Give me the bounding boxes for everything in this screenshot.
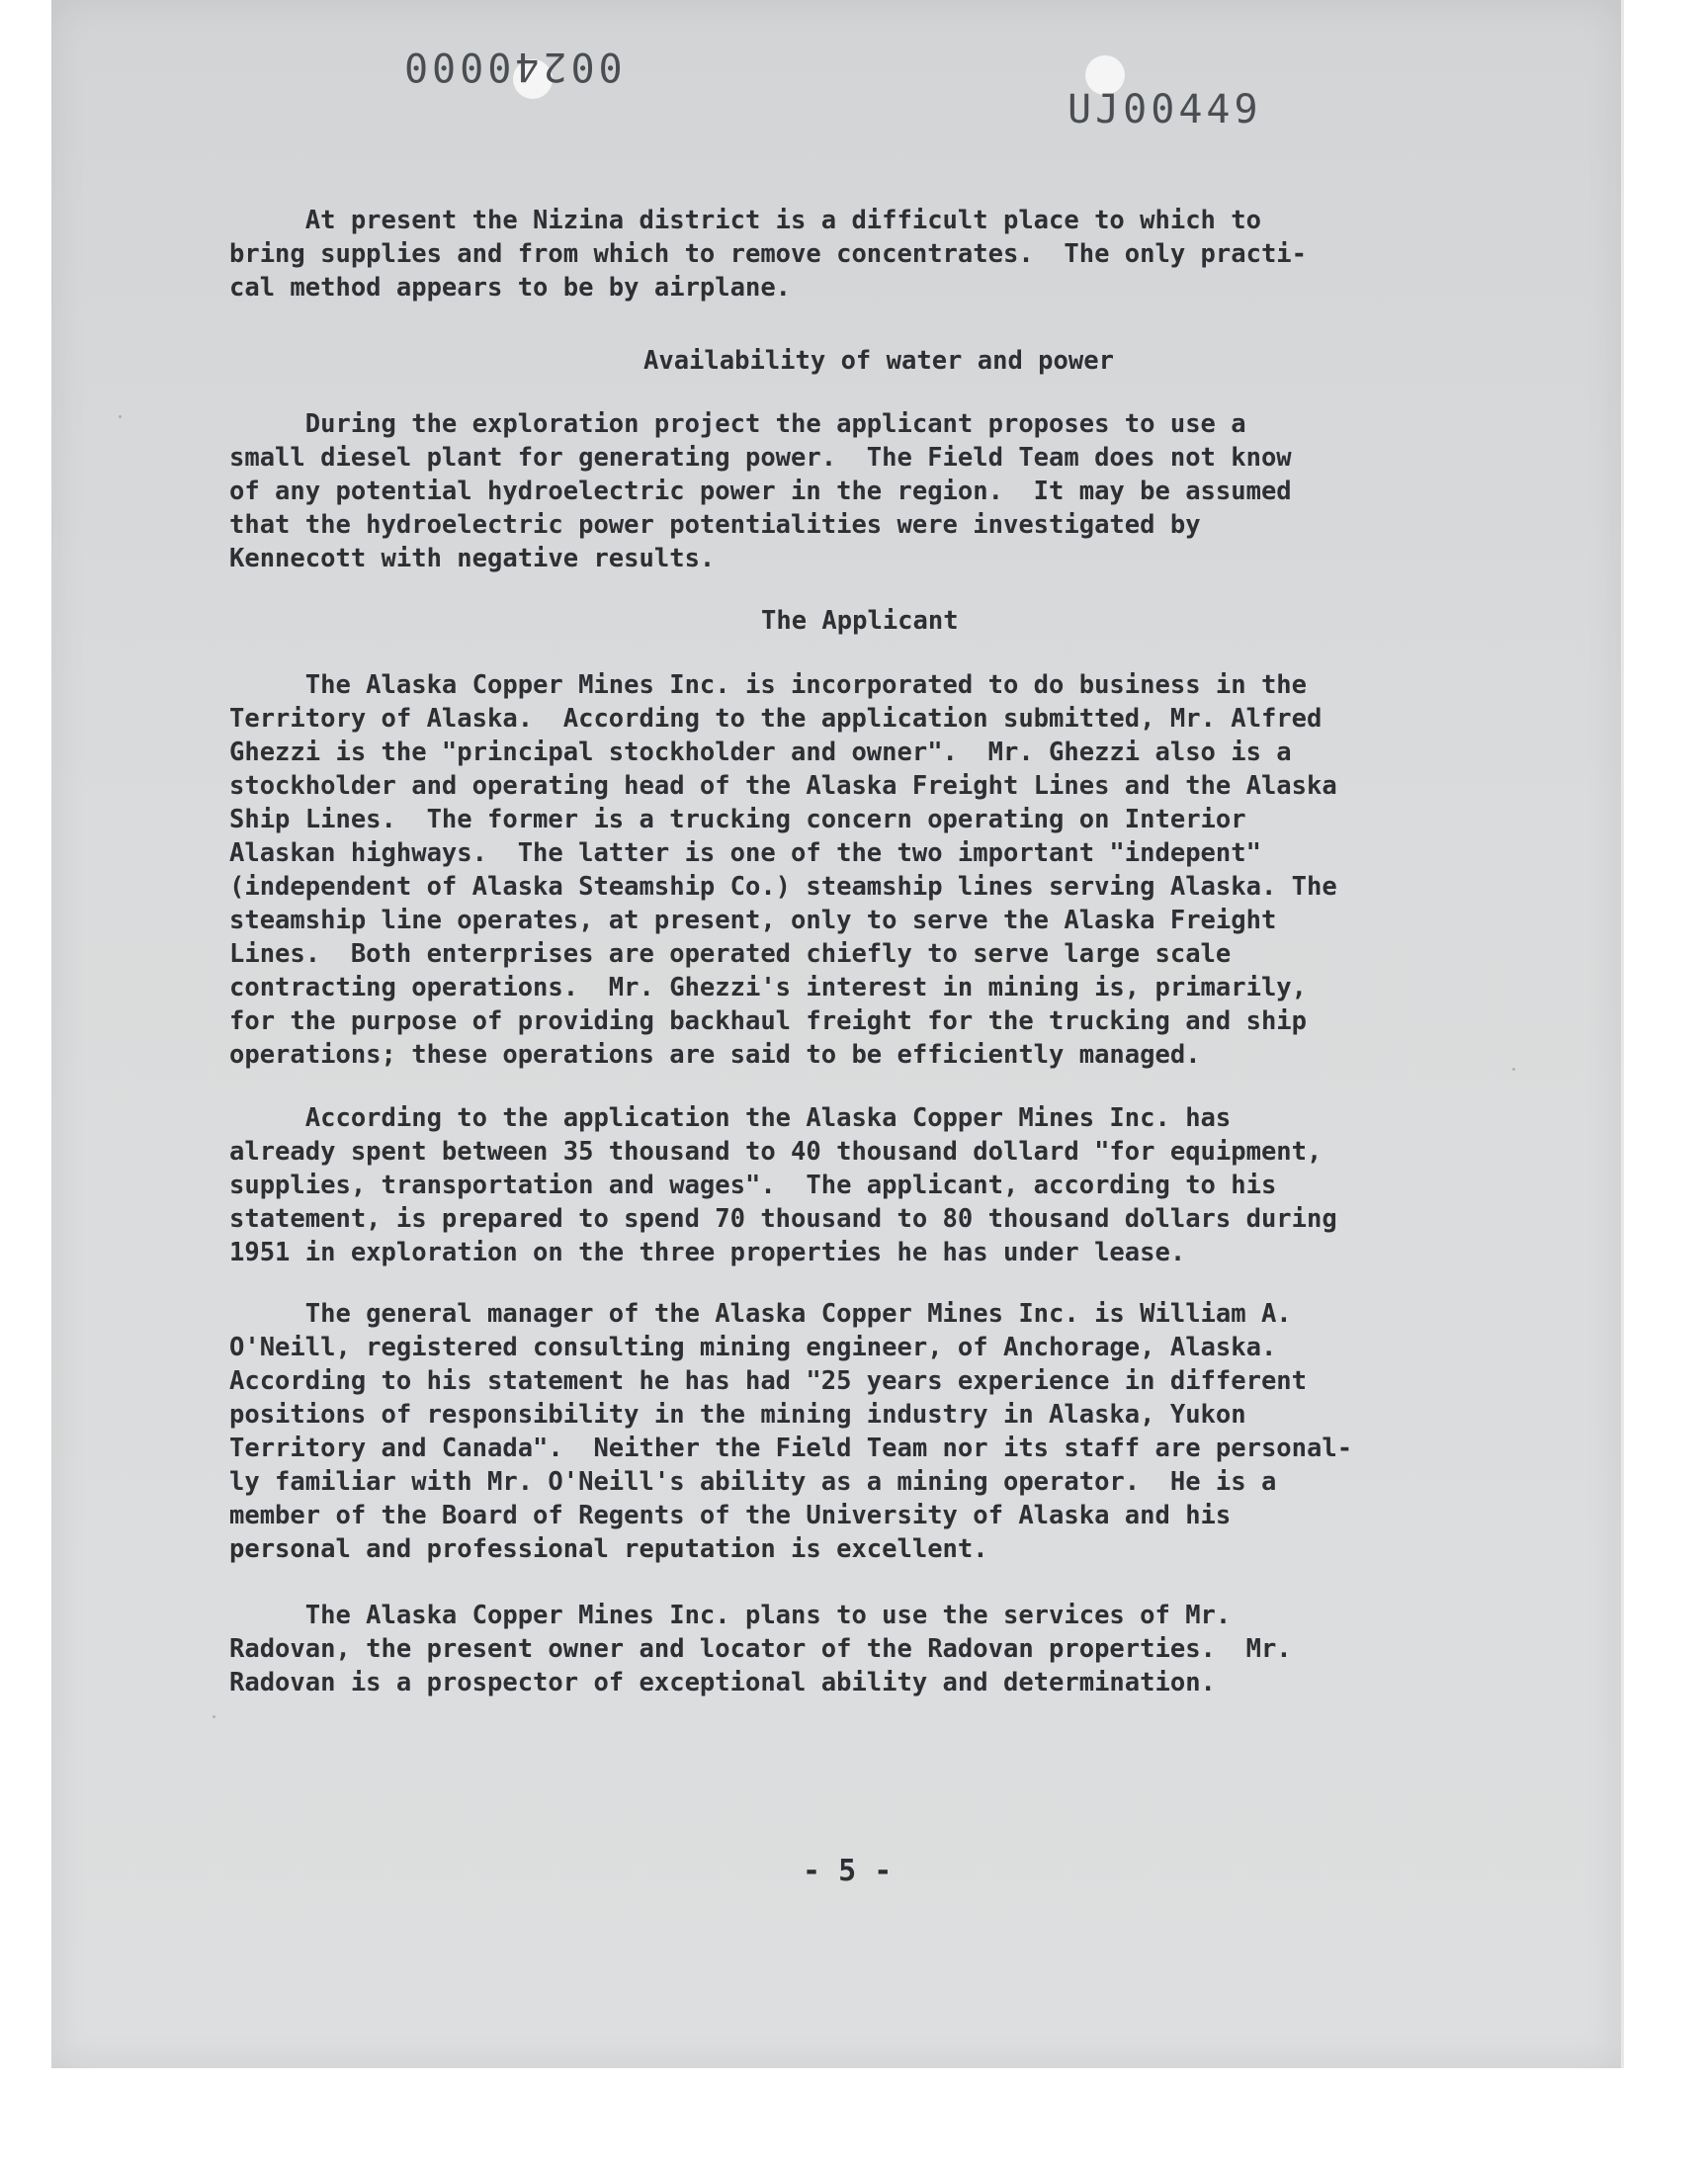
text-line: The Alaska Copper Mines Inc. is incorporated to do business in the [229, 670, 1308, 700]
text-line: operations; these operations are said to be efficiently managed. [229, 1040, 1201, 1070]
text-line: Ship Lines. The former is a trucking concern operating on Interior [229, 805, 1246, 834]
paragraph-nizina-district [229, 204, 1307, 304]
paragraph-power-plant [229, 407, 1292, 575]
text-line: 1951 in exploration on the three properties he has under lease. [229, 1238, 1186, 1267]
paper-speck [213, 1715, 215, 1718]
document-number-stamp-left: 00240000 [400, 44, 623, 89]
text-line: supplies, transportation and wages". The applicant, according to his [229, 1171, 1277, 1200]
text-line: The Alaska Copper Mines Inc. plans to use the services of Mr. [229, 1601, 1232, 1630]
text-line: Lines. Both enterprises are operated chiefly to serve large scale [229, 939, 1232, 969]
text-line: Radovan is a prospector of exceptional ability and determination. [229, 1668, 1216, 1697]
page-number: - 5 - [803, 1854, 893, 1888]
paper-speck [1512, 1068, 1515, 1071]
text-line: contracting operations. Mr. Ghezzi's interest in mining is, primarily, [229, 973, 1308, 1002]
text-line: small diesel plant for generating power. The Field Team does not know [229, 443, 1292, 473]
text-line: positions of responsibility in the mining industry in Alaska, Yukon [229, 1400, 1246, 1430]
text-line: for the purpose of providing backhaul freight for the trucking and ship [229, 1006, 1308, 1036]
text-line: bring supplies and from which to remove concentrates. The only practi- [229, 239, 1308, 269]
text-line: statement, is prepared to spend 70 thousand to 80 thousand dollars during [229, 1204, 1337, 1234]
text-line: cal method appears to be by airplane. [229, 273, 792, 303]
text-line: According to his statement he has had "25 years experience in different [229, 1366, 1308, 1396]
text-line: According to the application the Alaska Copper Mines Inc. has [229, 1103, 1232, 1133]
paper-speck [119, 415, 122, 418]
text-line: member of the Board of Regents of the University of Alaska and his [229, 1501, 1232, 1530]
text-line: stockholder and operating head of the Alaska Freight Lines and the Alaska [229, 771, 1337, 801]
text-line: O'Neill, registered consulting mining engineer, of Anchorage, Alaska. [229, 1333, 1277, 1362]
text-line: (independent of Alaska Steamship Co.) steamship lines serving Alaska. The [229, 872, 1337, 902]
text-line: Territory and Canada". Neither the Field Team nor its staff are personal- [229, 1434, 1353, 1463]
text-line: During the exploration project the applicant proposes to use a [229, 409, 1246, 439]
paragraph-applicant-company [229, 668, 1337, 1072]
text-line: Radovan, the present owner and locator of the Radovan properties. Mr. [229, 1634, 1292, 1664]
text-line: Territory of Alaska. According to the application submitted, Mr. Alfred [229, 704, 1323, 734]
text-line: personal and professional reputation is excellent. [229, 1534, 988, 1564]
paragraph-expenditures [229, 1101, 1337, 1269]
heading-water-power: Availability of water and power [643, 346, 1114, 376]
text-line: ly familiar with Mr. O'Neill's ability as a mining operator. He is a [229, 1467, 1277, 1497]
text-line: Ghezzi is the "principal stockholder and owner". Mr. Ghezzi also is a [229, 738, 1292, 767]
text-line: already spent between 35 thousand to 40 thousand dollard "for equipment, [229, 1137, 1323, 1167]
heading-applicant: The Applicant [761, 606, 959, 636]
page-edge [1621, 0, 1624, 2068]
text-line: that the hydroelectric power potentialities were investigated by [229, 510, 1201, 540]
text-line: steamship line operates, at present, only to serve the Alaska Freight [229, 906, 1277, 935]
text-line: Alaskan highways. The latter is one of the two important "indepent" [229, 838, 1261, 868]
document-number-stamp-right: UJ00449 [1068, 87, 1262, 132]
text-line: The general manager of the Alaska Copper Mines Inc. is William A. [229, 1299, 1292, 1329]
paragraph-general-manager [229, 1297, 1352, 1566]
text-line: At present the Nizina district is a difficult place to which to [229, 206, 1261, 235]
text-line: of any potential hydroelectric power in the region. It may be assumed [229, 477, 1292, 506]
text-line: Kennecott with negative results. [229, 544, 716, 573]
paragraph-radovan [229, 1599, 1292, 1699]
